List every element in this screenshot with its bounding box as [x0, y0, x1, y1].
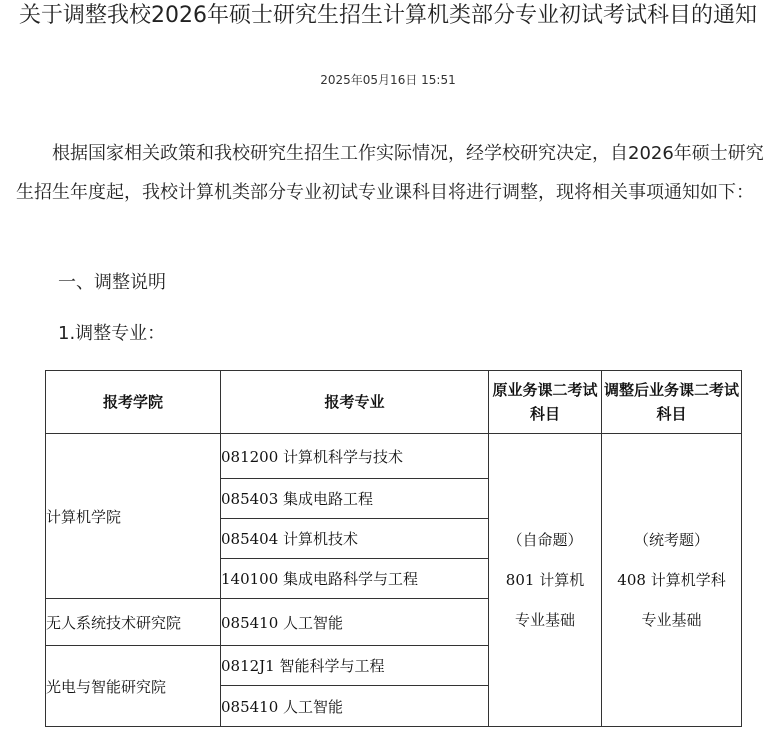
- header-adjusted-subject: 调整后业务课二考试科目: [602, 371, 742, 434]
- subsection-heading: 1.调整专业：: [58, 323, 166, 344]
- major-cell: 085410 人工智能: [221, 686, 489, 727]
- header-major: 报考专业: [221, 371, 489, 434]
- original-subject-type: （自命题）: [507, 531, 583, 549]
- adjusted-subject-name: 专业基础: [641, 611, 702, 629]
- major-cell: 140100 集成电路科学与工程: [221, 559, 489, 599]
- article-title: 关于调整我校2026年硕士研究生招生计算机类部分专业初试考试科目的通知: [19, 3, 757, 28]
- adjusted-subject-cell: [602, 434, 742, 727]
- section-heading: 一、调整说明: [58, 272, 166, 293]
- major-cell: 0812J1 智能科学与工程: [221, 646, 489, 686]
- college-cell: 计算机学院: [46, 434, 221, 599]
- original-subject-name: 专业基础: [514, 611, 575, 629]
- original-subject-cell: [489, 434, 602, 727]
- college-cell: 无人系统技术研究院: [46, 599, 221, 646]
- adjusted-subject-type: （统考题）: [633, 531, 709, 549]
- major-cell: 085403 集成电路工程: [221, 479, 489, 519]
- college-cell: 光电与智能研究院: [46, 646, 221, 727]
- major-cell: 085410 人工智能: [221, 599, 489, 646]
- table-header-row: [46, 371, 742, 434]
- original-subject-code: 801 计算机: [505, 571, 585, 589]
- major-cell: 081200 计算机科学与技术: [221, 434, 489, 479]
- table-row: [46, 434, 742, 479]
- header-college: 报考学院: [46, 371, 221, 434]
- header-original-subject: 原业务课二考试科目: [489, 371, 602, 434]
- majors-table: [45, 370, 742, 727]
- adjusted-subject-code: 408 计算机学科: [617, 571, 726, 589]
- major-cell: 085404 计算机技术: [221, 519, 489, 559]
- intro-paragraph: 根据国家相关政策和我校研究生招生工作实际情况，经学校研究决定，自2026年硕士研究生招生年度起，我校计算机类部分专业初试专业课科目将进行调整，现将相关事项通知如下：: [16, 143, 764, 203]
- publish-date: 2025年05月16日 15:51: [320, 73, 456, 87]
